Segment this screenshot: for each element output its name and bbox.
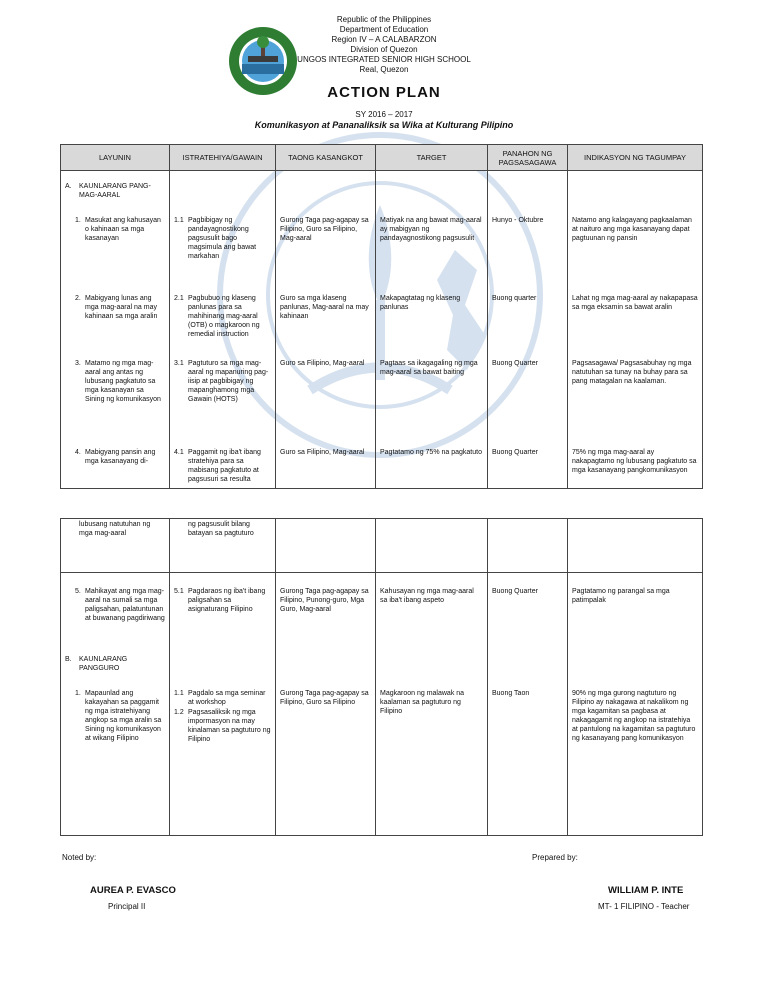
noted-by-title: Principal II [108,902,146,911]
taong-kasangkot-item: Guro sa Filipino, Mag-aaral [280,360,365,367]
target-cell [376,573,488,836]
istratehiya-item: 3.1 Pagtuturo sa mga mag-aaral ng mapanuring pag-iisip at pagbibigay ng mapanghamong mga Gawain (HOTS) [174,360,269,403]
noted-by-label: Noted by: [62,853,97,862]
taong-kasangkot-item: Guro sa Filipino, Mag-aaral [280,449,365,456]
taong-kasangkot-cell [276,171,376,489]
layunin-item: 2. Mabigyang lunas ang mga mag-aaral na may kahinaan sa mga aralin [75,295,158,320]
page-title: ACTION PLAN [327,84,441,101]
school-year: SY 2016 – 2017 [355,110,413,119]
target-item: Matiyak na ang bawat mag-aaral ay mabigyan ng pandayagnostikong pagsusulit [380,217,482,242]
prepared-by-title: MT- 1 FILIPINO - Teacher [598,902,690,911]
panahon-cell [488,171,568,489]
target-item: Pagtatamo ng 75% na pagkatuto [380,449,482,456]
header-line-division: Division of Quezon [350,45,418,54]
action-plan-table-page1 [60,144,703,489]
section-a-heading: A. KAUNLARANG PANG-MAG-AARAL [65,183,151,199]
istratehiya-item: 1.2 Pagsasaliksik ng mga impormasyon na may kinalaman sa pagtuturo ng Filipino [174,709,271,743]
layunin-item: 3. Matamo ng mga mag-aaral ang antas ng lubusang pagkatuto sa mga kasanayan sa Sining ng komunikasyon [75,360,161,403]
prepared-by-label: Prepared by: [532,853,578,862]
column-header-layunin: LAYUNIN [61,145,170,171]
istratehiya-item: 1.1 Pagbibigay ng pandayagnostikong pagsusulit bago magsimula ang bawat markahan [174,217,257,260]
istratehiya-cell [170,171,276,489]
target-item: Makapagtatag ng klaseng panlunas [380,295,461,311]
column-header-taong-kasangkot: TAONG KASANGKOT [276,145,376,171]
empty-cell [488,519,568,573]
indikasyon-item: Natamo ang kalagayang pagkaalaman at naituro ang mga kasanayang dapat pagtuunan ng pansin [572,217,692,242]
column-header-istratehiya: ISTRATEHIYA/GAWAIN [170,145,276,171]
column-header-target: TARGET [376,145,488,171]
layunin-continued-cell [61,519,170,573]
taong-kasangkot-item: Guro sa mga klaseng panlunas, Mag-aaral na may kahinaan [280,295,369,320]
subject-title: Komunikasyon at Pananaliksik sa Wika at Kulturang Pilipino [254,120,514,130]
empty-cell [376,519,488,573]
action-plan-table-page2 [60,518,703,836]
indikasyon-cell [568,171,703,489]
istratehiya-continued-text: ng pagsusulit bilang batayan sa pagtuturo [188,521,254,537]
noted-by-name: AUREA P. EVASCO [90,885,176,896]
header-line-republic: Republic of the Philippines [336,15,432,24]
indikasyon-item: 75% ng mga mag-aaral ay nakapagtamo ng lubusang pagkatuto sa mga kasanayang pangkomunikasyon [572,449,697,474]
column-header-panahon: PANAHON NG PAGSASAGAWA [488,145,568,171]
header-line-region: Region IV – A CALABARZON [331,35,437,44]
empty-cell [568,519,703,573]
panahon-item: Buong Taon [492,690,530,697]
section-b-heading: B. KAUNLARANG PANGGURO [65,656,128,672]
target-item: Magkaroon ng malawak na kaalaman sa pagtuturo ng Filipino [380,690,465,715]
layunin-item: 1. Masukat ang kahusayan o kahinaan sa mga kasanayan [75,217,161,242]
target-item: Kahusayan ng mga mag-aaral sa iba't ibang aspeto [380,588,474,604]
panahon-cell [488,573,568,836]
taong-kasangkot-cell [276,573,376,836]
panahon-item: Buong Quarter [492,588,538,595]
empty-cell [276,519,376,573]
layunin-cell [61,171,170,489]
layunin-cell [61,573,170,836]
panahon-item: Buong Quarter [492,360,538,367]
target-cell [376,171,488,489]
istratehiya-item: 5.1 Pagdaraos ng iba't ibang paligsahan sa asignaturang Filipino [174,588,266,613]
layunin-continued-text: lubusang natutuhan ng mga mag-aaral [79,521,151,537]
istratehiya-cell [170,573,276,836]
taong-kasangkot-item: Gurong Taga pag-agapay sa Filipino, Guro sa Filipino [280,690,369,706]
istratehiya-item: 4.1 Paggamit ng iba't ibang stratehiya para sa mabisang pagkatuto at pagsusuri sa resulta [174,449,261,483]
column-header-indikasyon: INDIKASYON NG TAGUMPAY [568,145,703,171]
prepared-by-name: WILLIAM P. INTE [608,885,684,896]
target-item: Pagtaas sa ikagagaling ng mga mag-aaral sa bawat baiting [380,360,478,376]
header-line-department: Department of Education [339,25,429,34]
taong-kasangkot-item: Gurong Taga pag-agapay sa Filipino, Guro sa Filipino, Mag-aaral [280,217,369,242]
header-town: Real, Quezon [359,65,409,74]
header-school-name: UNGOS INTEGRATED SENIOR HIGH SCHOOL [297,55,471,64]
indikasyon-cell [568,573,703,836]
layunin-item: 4. Mabigyang pansin ang mga kasanayang di- [75,449,156,465]
panahon-item: Buong quarter [492,295,537,302]
istratehiya-continued-cell [170,519,276,573]
school-seal-logo [228,26,298,96]
layunin-item: 5. Mahikayat ang mga mag-aaral na sumali sa mga paligsahan, palatuntunan at buwanang pagdiriwang [75,588,165,622]
indikasyon-item: 90% ng mga gurong nagtuturo ng Filipino ay nakagawa at nakalikom ng mga kagamitan sa pagbasa at nakagagamit ng angkop na istratehiya at pantulong na kagamitan sa pagtuturo ng kasanayang pang komunikasyon [572,690,696,742]
indikasyon-item: Pagtatamo ng parangal sa mga patimpalak [572,588,670,604]
panahon-item: Buong Quarter [492,449,538,456]
istratehiya-item: 1.1 Pagdalo sa mga seminar at workshop [174,690,266,706]
layunin-item: 1. Mapaunlad ang kakayahan sa paggamit ng mga istratehiyang angkop sa mga aralin sa Sining ng komunikasyon at wikang Filipino [75,690,162,742]
indikasyon-item: Lahat ng mga mag-aaral ay nakapapasa sa mga eksamin sa bawat aralin [572,295,698,311]
taong-kasangkot-item: Gurong Taga pag-agapay sa Filipino, Punong-guro, Mga Guro, Mag-aaral [280,588,369,613]
panahon-item: Hunyo - Oktubre [492,217,544,224]
indikasyon-item: Pagsasagawa/ Pagsasabuhay ng mga natutuhan sa tunay na buhay para sa pang matagalan na kaalaman. [572,360,692,385]
istratehiya-item: 2.1 Pagbubuo ng klaseng panlunas para sa mahihinang mag-aaral (OTB) o magkaroon ng remedial instruction [174,295,260,338]
